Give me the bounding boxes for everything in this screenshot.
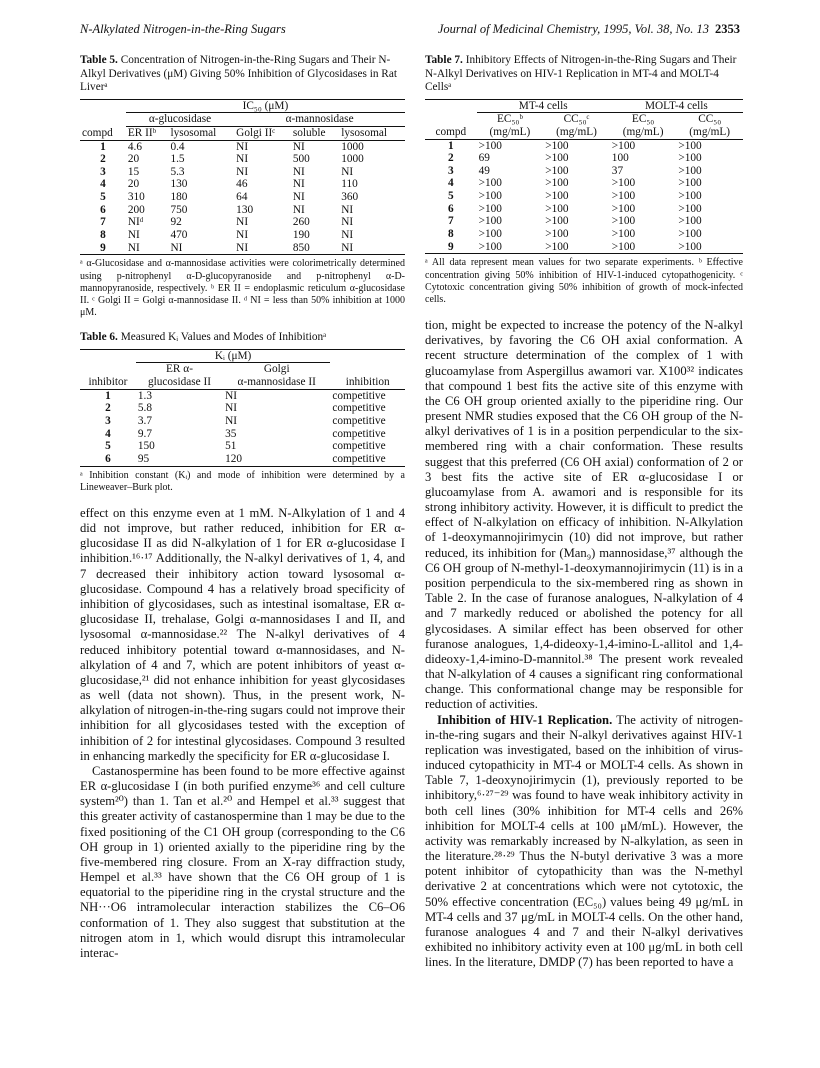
table-cell: NI	[236, 241, 249, 254]
table-cell: >100	[545, 190, 569, 203]
table-cell: >100	[678, 202, 702, 215]
table7-col-unit: (mg/mL)	[689, 125, 731, 138]
paragraph: tion, might be expected to increase the potency of the N-alkyl derivatives, by favoring the C6 OH axial conformation. A recent structure determination of the complex of 1 with glucoamylase from Aspergillus awamori var. X100³² indicates that compound 1 best fits the active site of this enzyme with the C6 OH group oriented axially to the piperidine ring. Our present NMR studies exposed that the C6 OH group of the N-alkyl derivatives of 1 is in a position perpendicular to the six-membered ring with a chair conformation. These results suggest that this preferred (C6 OH axial) conformation of 2 or 3 best fits the active site of ER α-glucosidase I or glucoamylase from A. awamori and is responsible for its strong inhibitory activity. However, it is difficult to predict the effect of N-alkylation on efficacy of inhibition. N-Alkylation of 1-deoxymannojirimycin (10) did not improve, but rather reduced, its inhibition for (Man₉) mannosidase,³⁷ although the C6 OH group of N-methyl-1-deoxymannojirimycin (11) is in a position perpendicula to the six-membered ring as shown in Table 2. In the case of furanose analogues, N-alkylation of 4 and 7 markedly reduced or abolished the potency for all glycosidases. A similar effect has been observed for other furanose analogues, 1,4-dideoxy-1,4-imino-L-allitol and 1,4-dideoxy-1,4-imino-D-mannitol.³⁸ The present work revealed that N-alkylation of 4 causes a significant ring conformational change. This conformational change may be responsible for reduction of activities.	[425, 318, 743, 712]
table5-label: Table 5.	[80, 54, 118, 66]
table-cell: competitive	[332, 452, 386, 465]
compound-number: 3	[447, 164, 454, 177]
table5-group-mannosidase: α-mannosidase	[234, 113, 405, 127]
table7-col-header: EC₅₀ᵇ	[497, 113, 523, 126]
compound-number: 1	[105, 389, 111, 402]
table-cell: NI	[225, 415, 238, 428]
compound-number: 5	[447, 190, 454, 203]
table5-footnote: ᵃ α-Glucosidase and α-mannosidase activities were colorimetrically determined using p-nitrophenyl α-D-glucopyranoside and p-nitrophenyl α-D-mannopyranoside, respectively. ᵇ ER II = endoplasmic reticulum α-glucosidase II. ᶜ Golgi II = Golgi α-mannosidase II. ᵈ NI = less than 50% inhibition at 1000 μM.	[80, 258, 405, 319]
table-row	[425, 190, 743, 203]
table-cell: >100	[611, 240, 636, 253]
table-cell: 200	[127, 203, 145, 216]
table-cell: NI	[292, 140, 305, 153]
table-cell: NI	[236, 165, 249, 178]
table-cell: >100	[478, 240, 502, 253]
table-row	[80, 153, 405, 166]
table-row	[80, 178, 405, 191]
table-cell: 15	[127, 165, 140, 178]
right-column	[425, 54, 743, 970]
paragraph-text: The activity of nitrogen-in-the-ring sugars and their N-alkyl derivatives against HIV-1 replication was investigated, based on the inhibition of virus-induced cytopathicity in MT-4 or MOLT-4 cells. As shown in Table 7, 1-deoxynojirimycin (1), previously reported to be inhibitory,⁶·²⁷⁻²⁹ was found to have weak inhibitory activity in both cell lines (30% inhibition for MT-4 cells and 26% inhibition for MOLT-4 cells at 100 μM/mL). However, the activity was remarkably increased by N-alkylation, as seen in the literature.²⁸·²⁹ Thus the N-butyl derivative 3 was a more potent inhibitor of cytopathicity than was the N-methyl derivative 2 at concentrations which were not cytotoxic, the 50% effective concentration (EC₅₀) values being 49 μg/mL in MT-4 cells and 37 μg/mL in MOLT-4 cells. On the other hand, furanose analogues 4 and 7 and their N-alkyl derivatives exhibited no inhibitory activity even at 100 μg/mL in both cell lines. In the literature, DMDP (7) has been reported to have a	[425, 712, 744, 970]
table-row	[425, 228, 743, 241]
table-cell: 20	[127, 178, 140, 191]
table-cell: competitive	[332, 415, 386, 428]
compound-number: 1	[100, 140, 106, 153]
table-cell: 500	[292, 153, 310, 166]
table-cell: >100	[545, 202, 569, 215]
table-cell: 4.6	[127, 140, 142, 153]
section-heading: Inhibition of HIV-1 Replication.	[437, 712, 613, 727]
table-row	[80, 216, 405, 229]
table-cell: >100	[611, 139, 636, 152]
table-cell: 0.4	[170, 140, 185, 153]
compound-number: 6	[447, 202, 454, 215]
table-cell: 130	[170, 178, 188, 191]
table-cell: >100	[611, 202, 636, 215]
table-cell: >100	[678, 152, 702, 165]
table5-col-header: Golgi IIᶜ	[236, 126, 276, 139]
table6-body	[80, 389, 405, 466]
table7	[425, 99, 743, 255]
table7-body	[425, 139, 743, 254]
left-body-text	[80, 506, 405, 961]
table-cell: 180	[170, 191, 188, 204]
table-cell: 5.8	[137, 402, 152, 415]
compound-number: 7	[447, 215, 454, 228]
table-cell: NI	[170, 241, 183, 254]
left-column	[80, 54, 405, 961]
table-cell: 3.7	[137, 415, 152, 428]
journal-citation	[438, 22, 740, 37]
table-row	[80, 402, 405, 415]
table-cell: 1.5	[170, 153, 185, 166]
table-row	[425, 177, 743, 190]
table-cell: 360	[341, 191, 359, 204]
table7-group-mt4: MT-4 cells	[477, 99, 610, 113]
table-cell: 49	[478, 164, 490, 177]
table-cell: >100	[545, 164, 569, 177]
table-cell: 260	[292, 216, 310, 229]
compound-number: 9	[100, 241, 106, 254]
table-cell: competitive	[332, 389, 386, 402]
compound-number: 9	[447, 240, 454, 253]
table-cell: >100	[611, 177, 636, 190]
table-cell: NI	[292, 165, 305, 178]
table7-label: Table 7.	[425, 54, 463, 66]
table-row	[80, 191, 405, 204]
table-cell: NI	[127, 241, 140, 254]
table-row	[80, 428, 405, 441]
compound-number: 6	[105, 452, 111, 465]
table-cell: NI	[341, 241, 354, 254]
table6-footnote: ᵃ Inhibition constant (Kᵢ) and mode of inhibition were determined by a Lineweaver–Burk plot.	[80, 469, 405, 493]
table-cell: 1.3	[137, 389, 152, 402]
table-cell: competitive	[332, 427, 386, 440]
table-cell: 100	[611, 152, 629, 165]
table-cell: NI	[341, 165, 354, 178]
table-cell: >100	[678, 164, 702, 177]
journal-name: Journal of Medicinal Chemistry, 1995, Vol. 38, No. 13	[437, 22, 709, 36]
table-cell: 5.3	[170, 165, 185, 178]
table-cell: >100	[478, 202, 502, 215]
table-row	[425, 165, 743, 178]
page-header	[80, 22, 740, 38]
table-cell: 130	[236, 203, 254, 216]
table-cell: NIᵈ	[127, 216, 144, 229]
table-cell: competitive	[332, 402, 386, 415]
table7-col-header: CC₅₀	[698, 113, 722, 126]
table-cell: >100	[678, 177, 702, 190]
table-cell: 9.7	[137, 427, 152, 440]
table-row	[80, 389, 405, 402]
table-cell: >100	[478, 215, 502, 228]
table-cell: NI	[341, 216, 354, 229]
table-cell: >100	[478, 139, 502, 152]
table7-col-header: EC₅₀	[631, 113, 655, 126]
table5-body	[80, 140, 405, 255]
table-cell: 750	[170, 203, 188, 216]
table-row	[425, 139, 743, 152]
table5	[80, 99, 405, 256]
table-cell: competitive	[332, 440, 386, 453]
table-cell: 35	[225, 427, 237, 440]
table-cell: 64	[236, 191, 248, 204]
running-title: N-Alkylated Nitrogen-in-the-Ring Sugars	[80, 22, 286, 36]
table-cell: 51	[225, 440, 237, 453]
table-row	[80, 140, 405, 153]
table-cell: 1000	[341, 153, 364, 166]
table5-col-header: soluble	[292, 126, 326, 139]
table-cell: >100	[478, 228, 502, 241]
table-cell: NI	[341, 203, 354, 216]
table-row	[80, 204, 405, 217]
compound-number: 4	[105, 427, 111, 440]
compound-number: 2	[105, 402, 111, 415]
table-cell: 46	[236, 178, 248, 191]
table6-col-header: Golgi	[263, 363, 290, 376]
table6	[80, 349, 405, 467]
compound-number: 8	[447, 228, 454, 241]
table7-col-unit: (mg/mL)	[622, 125, 664, 138]
paragraph: Castanospermine has been found to be more effective against ER α-glucosidase I (in both purified enzyme³⁶ and cell culture system²⁰) than 1. Tan et al.²⁰ and Hempel et al.³³ suggest that this greater activity of castanospermine than 1 may be due to the fixed positioning of the C1 OH group (corresponding to the C6 OH group in 1) oriented axially to the piperidine ring by the five-membered ring closure. From an X-ray diffraction study, Hempel et al.³³ have shown that the C6 OH group of 1 is equatorial to the piperidine ring in the crystal structure and the NH···O6 intramolecular interaction stabilizes the C6–O6 conformation of 1. They also suggest that substitution at the nitrogen atom in 1, which would disrupt this intramolecular interac-	[80, 763, 405, 960]
paragraph	[425, 713, 743, 971]
table-cell: 470	[170, 229, 188, 242]
table-cell: NI	[236, 153, 249, 166]
page-number: 2353	[715, 22, 740, 36]
table-cell: >100	[611, 215, 636, 228]
table7-footnote: ᵃ All data represent mean values for two separate experiments. ᵇ Effective concentration giving 50% inhibition of HIV-1-induced cytopathogenicity. ᶜ Cytotoxic concentration giving 50% inhibition of growth of mock-infected cells.	[425, 257, 743, 305]
compound-number: 5	[105, 440, 111, 453]
table-cell: NI	[236, 140, 249, 153]
table5-group-glucosidase: α-glucosidase	[126, 113, 234, 127]
table6-caption-text: Measured Kᵢ Values and Modes of Inhibitionᵃ	[120, 331, 327, 344]
compound-number: 2	[447, 152, 454, 165]
table6-col-header: inhibition	[345, 376, 390, 389]
table-row	[425, 203, 743, 216]
table-cell: NI	[341, 229, 354, 242]
table-cell: NI	[292, 203, 305, 216]
table-cell: 310	[127, 191, 145, 204]
compound-number: 6	[100, 203, 106, 216]
table7-col-header: CC₅₀ᶜ	[563, 113, 590, 126]
table6-col-header: ER α-	[166, 363, 193, 376]
table-cell: NI	[225, 389, 238, 402]
table-cell: NI	[236, 229, 249, 242]
compound-number: 4	[447, 177, 454, 190]
table5-ic50-header: IC₅₀ (μM)	[126, 99, 405, 113]
table-cell: >100	[545, 152, 569, 165]
table-row	[80, 415, 405, 428]
table-cell: >100	[678, 139, 702, 152]
table-cell: NI	[236, 216, 249, 229]
table-cell: >100	[611, 190, 636, 203]
compound-number: 7	[100, 216, 106, 229]
table7-caption-text: Inhibitory Effects of Nitrogen-in-the-Ring Sugars and Their N-Alkyl Derivatives on HIV-1 Replication in MT-4 and MOLT-4 Cellsᵃ	[425, 54, 737, 94]
table-row	[80, 453, 405, 466]
table-cell: >100	[478, 190, 502, 203]
table5-col-header: lysosomal	[341, 126, 388, 139]
table-cell: 69	[478, 152, 490, 165]
table-cell: >100	[678, 215, 702, 228]
table-cell: NI	[292, 178, 305, 191]
compound-number: 4	[100, 178, 106, 191]
table-cell: >100	[678, 240, 702, 253]
table-cell: NI	[292, 191, 305, 204]
table-cell: 1000	[341, 140, 364, 153]
table-cell: NI	[225, 402, 238, 415]
table-row	[80, 229, 405, 242]
table-cell: >100	[678, 228, 702, 241]
table-cell: >100	[545, 215, 569, 228]
table-row	[80, 440, 405, 453]
table-row	[425, 215, 743, 228]
table6-col-header: glucosidase II	[147, 376, 212, 389]
table5-caption	[80, 54, 405, 95]
table-cell: 150	[137, 440, 155, 453]
table-row	[80, 166, 405, 179]
compound-number: 3	[100, 165, 106, 178]
table-cell: 120	[225, 452, 243, 465]
table-cell: NI	[127, 229, 140, 242]
table-cell: 850	[292, 241, 310, 254]
compound-number: 1	[447, 139, 454, 152]
table7-caption	[425, 54, 743, 95]
compound-number: 3	[105, 415, 111, 428]
paragraph: effect on this enzyme even at 1 mM. N-Alkylation of 1 and 4 did not improve, but rather reduced, inhibition for ER α-glucosidase II as did N-alkylation of 1 for ER α-glucosidase I inhibition.¹⁶·¹⁷ Additionally, the N-alkyl derivatives of 1, 4, and 7 decreased their inhibitory action toward lysosomal α-glucosidase. Compound 4 has a relatively broad specificity of inhibition of glycosidases, such as intestinal isomaltase, ER α-glucosidase II, trehalase, Golgi α-mannosidases I and II, and lysosomal α-mannosidase.²² The N-alkyl derivatives of 4 reduced inhibitory potential toward α-mannosidases, and N-alkylation of 4 and 7, which are potent inhibitors of yeast α-glucosidase,²¹ did not enhance inhibition for yeast glycosidases as well (data not shown). Thus, in the present work, N-alkylation of nitrogen-in-the-ring sugars could not improve their inhibition for all glycosidases tested with the exception of inhibition of 2 for intestinal glycosidases. Compound 3 resulted in enhancing markedly the specificity for ER α-glucosidase I.	[80, 505, 405, 763]
table5-header-row	[80, 126, 405, 140]
table-row	[425, 152, 743, 165]
compound-number: 8	[100, 229, 106, 242]
table7-col-header: compd	[435, 125, 467, 138]
table-cell: 92	[170, 216, 182, 229]
table-cell: >100	[545, 240, 569, 253]
table5-caption-text: Concentration of Nitrogen-in-the-Ring Sugars and Their N-Alkyl Derivatives (μM) Giving 50% Inhibition of Glycosidases in Rat Liverᵃ	[80, 54, 397, 94]
table-cell: >100	[678, 190, 702, 203]
table6-ki-header: Kᵢ (μM)	[136, 349, 330, 363]
table6-caption	[80, 331, 405, 345]
table-cell: >100	[545, 228, 569, 241]
table5-col-header: ER IIᵇ	[127, 126, 157, 139]
table-cell: 110	[341, 178, 358, 191]
table-cell: 95	[137, 452, 150, 465]
compound-number: 5	[100, 191, 106, 204]
table6-col-header: inhibitor	[88, 376, 128, 389]
table-cell: 20	[127, 153, 140, 166]
table5-col-header: lysosomal	[170, 126, 217, 139]
table-cell: 190	[292, 229, 310, 242]
table-row	[80, 242, 405, 255]
table7-group-molt4: MOLT-4 cells	[610, 99, 743, 113]
table5-col-header: compd	[82, 126, 113, 139]
table-cell: >100	[611, 228, 636, 241]
table-cell: >100	[545, 177, 569, 190]
table6-col-header: α-mannosidase II	[237, 376, 316, 389]
right-body-text	[425, 318, 743, 970]
table7-col-unit: (mg/mL)	[556, 125, 597, 138]
table-cell: >100	[545, 139, 569, 152]
table-row	[425, 241, 743, 254]
table-cell: 37	[611, 164, 624, 177]
table-cell: >100	[478, 177, 502, 190]
table6-label: Table 6.	[80, 331, 118, 344]
compound-number: 2	[100, 153, 106, 166]
table7-col-unit: (mg/mL)	[489, 125, 531, 138]
